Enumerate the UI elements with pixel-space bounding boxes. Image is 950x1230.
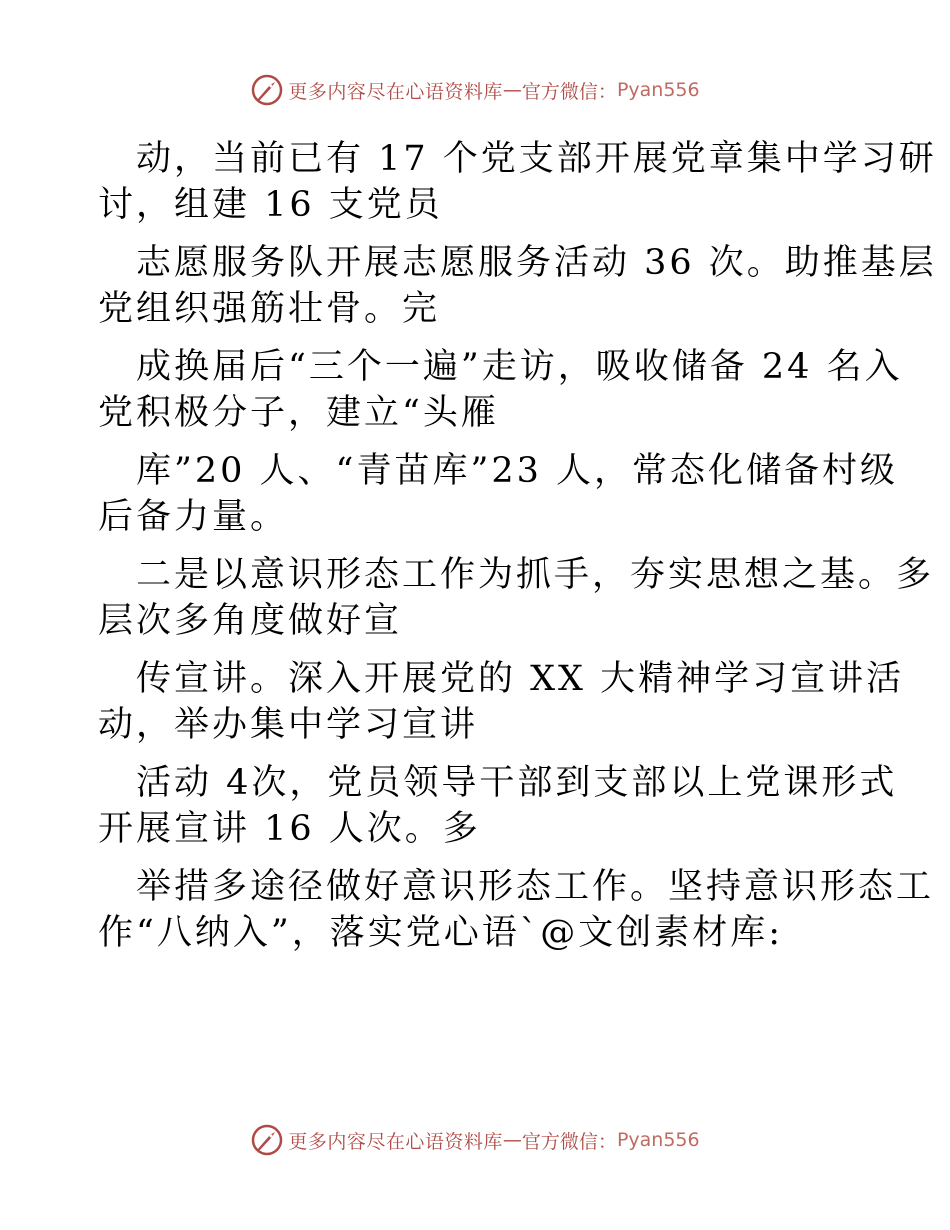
paragraph-3-line-1: 成换届后“三个一遍”走访，吸收储备 24 名入 (136, 347, 903, 387)
paragraph-7-line-2: 开展宣讲 16 人次。多 (98, 809, 481, 849)
paragraph-6-line-2: 动，举办集中学习宣讲 (98, 705, 479, 745)
watermark-dash: — (502, 1129, 522, 1151)
footer-watermark (0, 1120, 950, 1160)
document-body (98, 124, 937, 956)
pen-nib-logo-icon (250, 73, 284, 107)
watermark-wechat-id: Pyan556 (616, 1129, 700, 1151)
paragraph-8-line-2: 作“八纳入”，落实党心语`@文创素材库: (98, 913, 784, 953)
watermark-wechat-label: 官方微信： (521, 80, 617, 103)
paragraph-1-line-2: 讨，组建 16 支党员 (98, 185, 443, 225)
paragraph-5-line-1: 二是以意识形态工作为抓手，夯实思想之基。多 (136, 555, 935, 595)
paragraph-5-line-2: 层次多角度做好宣 (98, 601, 403, 641)
paragraph-3-line-2: 党积极分子，建立“头雁 (98, 393, 499, 433)
header-watermark (0, 70, 950, 110)
paragraph-8-line-1: 举措多途径做好意识形态工作。坚持意识形态工 (136, 867, 935, 907)
paragraph-7-line-1: 活动 4次，党员领导干部到支部以上党课形式 (136, 763, 898, 803)
paragraph-2-line-2: 党组织强筋壮骨。完 (98, 289, 441, 329)
watermark-dash: — (502, 79, 522, 101)
watermark-wechat-id: Pyan556 (616, 79, 700, 101)
pen-nib-logo-icon (250, 1123, 284, 1157)
paragraph-1-line-1: 动，当前已有 17 个党支部开展党章集中学习研 (136, 139, 937, 179)
watermark-wechat-label: 官方微信： (521, 1130, 617, 1153)
paragraph-6-line-1: 传宣讲。深入开展党的 XX 大精神学习宣讲活 (136, 659, 905, 699)
watermark-brand-text: 更多内容尽在心语资料库 (288, 80, 503, 103)
paragraph-4-line-1: 库”20 人、“青苗库”23 人，常态化储备村级 (136, 451, 899, 491)
paragraph-2-line-1: 志愿服务队开展志愿服务活动 36 次。助推基层 (136, 243, 937, 283)
paragraph-4-line-2: 后备力量。 (98, 497, 289, 537)
watermark-brand-text: 更多内容尽在心语资料库 (288, 1130, 503, 1153)
